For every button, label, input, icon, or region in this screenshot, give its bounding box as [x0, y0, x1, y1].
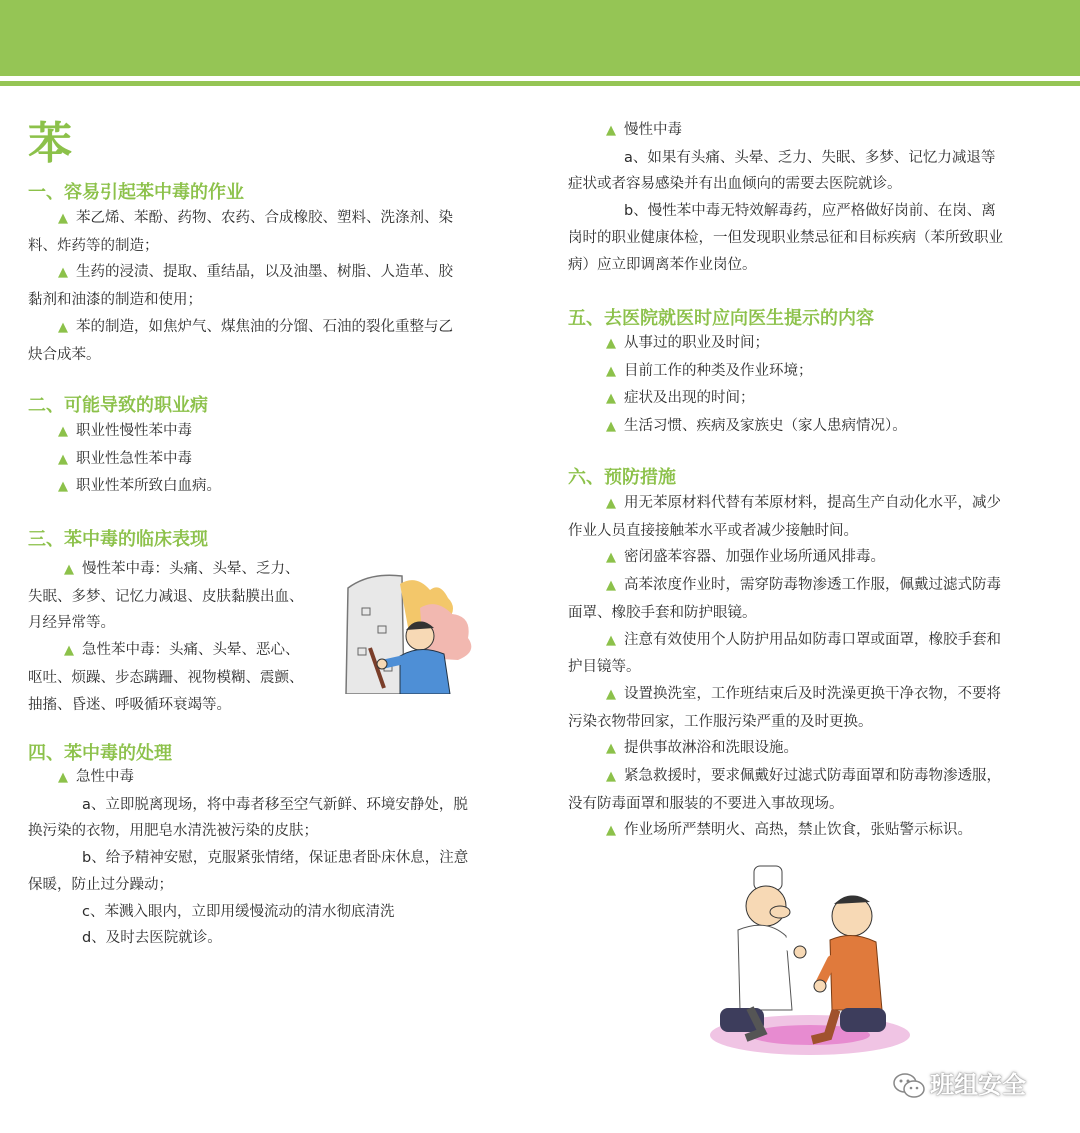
- section-title-5: 五、去医院就医时应向医生提示的内容: [568, 308, 874, 329]
- list-item: ▲ 症状及出现的时间；: [606, 390, 755, 407]
- list-item: ▲ 职业性急性苯中毒: [58, 450, 192, 467]
- list-item-cont: 症状或者容易感染并有出血倾向的需要去医院就诊。: [568, 176, 902, 193]
- watermark: [892, 1068, 1052, 1102]
- section-5-body: [568, 330, 1058, 441]
- wechat-icon: [892, 1072, 926, 1100]
- list-item: ▲ 注意有效使用个人防护用品如防毒口罩或面罩，橡胶手套和: [606, 631, 1001, 648]
- triangle-icon: ▲: [606, 578, 616, 594]
- section-3-body: [28, 556, 348, 718]
- list-item: ▲ 急性中毒: [58, 769, 134, 785]
- triangle-icon: ▲: [606, 769, 616, 785]
- triangle-icon: ▲: [58, 319, 68, 335]
- list-item-cont: 护目镜等。: [568, 659, 641, 676]
- triangle-icon: ▲: [64, 643, 74, 659]
- list-item: ▲ 用无苯原材料代替有苯原材料，提高生产自动化水平，减少: [606, 495, 1001, 511]
- list-item: ▲ 慢性苯中毒：头痛、头晕、乏力、: [64, 561, 300, 577]
- triangle-icon: ▲: [606, 419, 616, 435]
- section-4-body: [28, 764, 520, 952]
- list-item-cont: 料、炸药等的制造；: [28, 237, 159, 254]
- list-item: ▲ 提供事故淋浴和洗眼设施。: [606, 740, 798, 757]
- section-6-body: [568, 490, 1058, 845]
- triangle-icon: ▲: [64, 562, 74, 577]
- header-band: [0, 0, 1080, 76]
- list-item: ▲ 职业性慢性苯中毒: [58, 423, 192, 439]
- triangle-icon: ▲: [606, 550, 616, 566]
- list-item-cont: 黏剂和油漆的制造和使用；: [28, 292, 202, 309]
- list-item-cont: 面罩、橡胶手套和防护眼镜。: [568, 604, 757, 621]
- chronic-treatment: [568, 117, 1058, 278]
- list-item: ▲ 从事过的职业及时间；: [606, 335, 769, 351]
- header-rule: [0, 81, 1080, 86]
- sick-worker-illustration: [340, 568, 480, 694]
- list-item: ▲ 紧急救援时，要求佩戴好过滤式防毒面罩和防毒物渗透服，: [606, 768, 1001, 785]
- section-title-3: 三、苯中毒的临床表现: [28, 529, 208, 550]
- list-item-cont: 作业人员直接接触苯水平或者减少接触时间。: [568, 522, 858, 539]
- triangle-icon: ▲: [58, 211, 68, 226]
- list-item: a、立即脱离现场，将中毒者移至空气新鲜、环境安静处，脱: [82, 796, 468, 813]
- list-item-cont: 炔合成苯。: [28, 346, 101, 363]
- triangle-icon: ▲: [606, 823, 616, 839]
- triangle-icon: ▲: [606, 686, 616, 702]
- watermark-text: 班组安全: [930, 1071, 1026, 1099]
- list-item-cont: 换污染的衣物，用肥皂水清洗被污染的皮肤；: [28, 823, 318, 840]
- triangle-icon: ▲: [606, 123, 616, 138]
- list-item-cont: 保暖，防止过分躁动；: [28, 876, 173, 893]
- doctor-consultation-illustration: [700, 860, 920, 1060]
- list-item: b、慢性苯中毒无特效解毒药，应严格做好岗前、在岗、离: [624, 203, 996, 220]
- list-item: ▲ 生活习惯、疾病及家族史（家人患病情况）。: [606, 418, 907, 435]
- list-item: ▲ 苯的制造，如焦炉气、煤焦油的分馏、石油的裂化重整与乙: [58, 318, 453, 335]
- triangle-icon: ▲: [58, 770, 68, 785]
- section-2-body: [28, 418, 520, 501]
- list-item-cont: 呕吐、烦躁、步态蹒跚、视物模糊、震颤、: [28, 669, 304, 686]
- list-item-cont: 岗时的职业健康体检，一但发现职业禁忌征和目标疾病（苯所致职业: [568, 229, 1003, 246]
- list-item-cont: 病）应立即调离苯作业岗位。: [568, 256, 757, 273]
- list-item: c、苯溅入眼内，立即用缓慢流动的清水彻底清洗: [82, 903, 395, 920]
- list-item: ▲ 慢性中毒: [606, 122, 682, 138]
- section-title-6: 六、预防措施: [568, 467, 676, 488]
- triangle-icon: ▲: [606, 632, 616, 648]
- list-item: ▲ 作业场所严禁明火、高热，禁止饮食，张贴警示标识。: [606, 822, 972, 839]
- triangle-icon: ▲: [58, 451, 68, 467]
- triangle-icon: ▲: [606, 336, 616, 351]
- section-title-2: 二、可能导致的职业病: [28, 395, 208, 416]
- list-item: ▲ 目前工作的种类及作业环境；: [606, 362, 813, 379]
- list-item: d、及时去医院就诊。: [82, 930, 222, 947]
- triangle-icon: ▲: [606, 363, 616, 379]
- list-item-cont: 失眠、多梦、记忆力减退、皮肤黏膜出血、: [28, 588, 304, 605]
- list-item: ▲ 急性苯中毒：头痛、头晕、恶心、: [64, 642, 300, 659]
- triangle-icon: ▲: [606, 741, 616, 757]
- list-item: b、给予精神安慰，克服紧张情绪，保证患者卧床休息，注意: [82, 850, 469, 867]
- section-1-body: [28, 205, 520, 368]
- list-item: a、如果有头痛、头晕、乏力、失眠、多梦、记忆力减退等: [624, 149, 996, 166]
- list-item: ▲ 职业性苯所致白血病。: [58, 478, 221, 495]
- triangle-icon: ▲: [606, 391, 616, 407]
- triangle-icon: ▲: [58, 479, 68, 495]
- list-item: ▲ 高苯浓度作业时，需穿防毒物渗透工作服，佩戴过滤式防毒: [606, 577, 1001, 594]
- triangle-icon: ▲: [58, 424, 68, 439]
- list-item: ▲ 设置换洗室，工作班结束后及时洗澡更换干净衣物，不要将: [606, 685, 1001, 702]
- list-item-cont: 污染衣物带回家，工作服污染严重的及时更换。: [568, 713, 873, 730]
- section-title-4: 四、苯中毒的处理: [28, 743, 172, 764]
- triangle-icon: ▲: [606, 496, 616, 511]
- list-item: ▲ 生药的浸渍、提取、重结晶，以及油墨、树脂、人造革、胶: [58, 264, 453, 281]
- page-title: 苯: [28, 118, 74, 169]
- list-item: ▲ 苯乙烯、苯酚、药物、农药、合成橡胶、塑料、洗涤剂、染: [58, 210, 453, 226]
- list-item-cont: 抽搐、昏迷、呼吸循环衰竭等。: [28, 696, 231, 713]
- list-item-cont: 没有防毒面罩和服装的不要进入事故现场。: [568, 795, 844, 812]
- triangle-icon: ▲: [58, 265, 68, 281]
- list-item-cont: 月经异常等。: [28, 615, 115, 632]
- section-title-1: 一、容易引起苯中毒的作业: [28, 182, 244, 203]
- list-item: ▲ 密闭盛苯容器、加强作业场所通风排毒。: [606, 549, 885, 566]
